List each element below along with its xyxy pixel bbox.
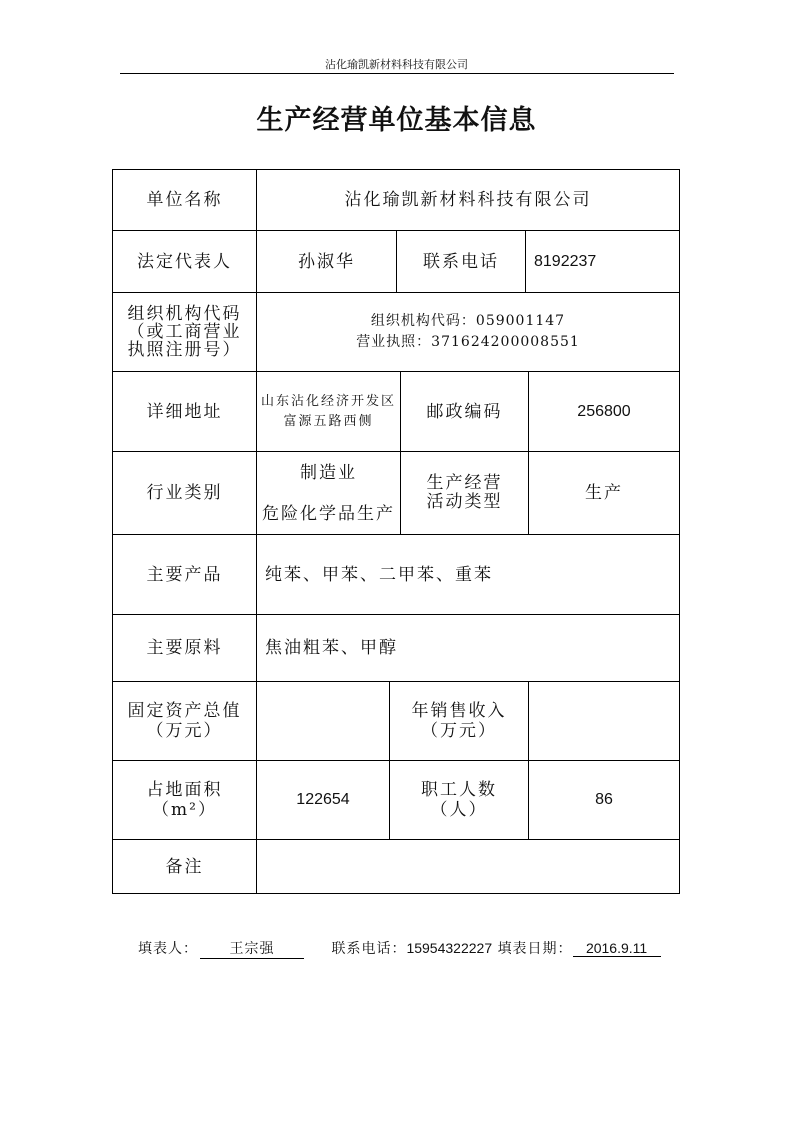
activity-label xyxy=(400,451,529,535)
name-label: 单位名称 xyxy=(112,169,257,231)
remark-label: 备注 xyxy=(112,839,257,894)
fill-date: 2016.9.11 xyxy=(573,940,661,957)
label-line: 组织机构代码 xyxy=(127,304,242,324)
label-line: （万元） xyxy=(421,721,497,741)
label-line: （或工商营业 xyxy=(127,322,242,342)
area: 122654 xyxy=(256,760,390,840)
industry-label: 行业类别 xyxy=(112,451,257,535)
label-line: （人） xyxy=(430,800,488,820)
company-name: 沾化瑜凯新材料科技有限公司 xyxy=(256,169,680,231)
industry-item: 危险化学品生产 xyxy=(262,503,395,524)
zip-label: 邮政编码 xyxy=(400,371,529,452)
label-line: 年销售收入 xyxy=(411,701,507,721)
label-line: 职工人数 xyxy=(421,780,497,800)
phone: 8192237 xyxy=(525,230,680,293)
addr-label: 详细地址 xyxy=(112,371,257,452)
footer-phone: 15954322227 xyxy=(406,940,493,956)
zip: 256800 xyxy=(528,371,680,452)
materials: 焦油粗苯、甲醇 xyxy=(256,614,680,682)
address-line: 山东沾化经济开发区 xyxy=(260,393,396,409)
assets-label xyxy=(112,681,257,761)
sales xyxy=(528,681,680,761)
assets xyxy=(256,681,390,761)
activity: 生产 xyxy=(528,451,680,535)
page-header: 沾化瑜凯新材料科技有限公司 xyxy=(325,58,468,71)
area-label xyxy=(112,760,257,840)
page-title: 生产经营单位基本信息 xyxy=(256,105,537,136)
label-line: （m²） xyxy=(152,800,217,820)
remark xyxy=(256,839,680,894)
label-line: 执照注册号） xyxy=(127,340,242,360)
filler-label: 填表人： xyxy=(138,941,198,957)
org-code: 组织机构代码：059001147 xyxy=(370,313,566,329)
business-license: 营业执照：371624200008551 xyxy=(356,334,580,350)
filler: 王宗强 xyxy=(200,938,304,959)
label-line: 生产经营 xyxy=(426,473,503,493)
industry-item: 制造业 xyxy=(300,462,357,483)
address xyxy=(256,371,401,452)
rep-label: 法定代表人 xyxy=(112,230,257,293)
legal-rep: 孙淑华 xyxy=(256,230,397,293)
date-label: 填表日期： xyxy=(497,941,573,957)
products: 纯苯、甲苯、二甲苯、重苯 xyxy=(256,534,680,615)
staff-label xyxy=(389,760,529,840)
label-line: 占地面积 xyxy=(146,780,223,800)
industry xyxy=(256,451,401,535)
label-line: 活动类型 xyxy=(426,492,503,512)
label-line: （万元） xyxy=(146,721,223,741)
footer xyxy=(138,938,661,959)
staff: 86 xyxy=(528,760,680,840)
sales-label xyxy=(389,681,529,761)
phone-label: 联系电话 xyxy=(396,230,526,293)
org-codes xyxy=(256,292,680,372)
address-line: 富源五路西侧 xyxy=(283,413,374,429)
label-line: 固定资产总值 xyxy=(127,701,242,721)
header-rule xyxy=(120,73,674,74)
org-label xyxy=(112,292,257,372)
products-label: 主要产品 xyxy=(112,534,257,615)
materials-label: 主要原料 xyxy=(112,614,257,682)
footer-phone-label: 联系电话： xyxy=(331,941,407,957)
